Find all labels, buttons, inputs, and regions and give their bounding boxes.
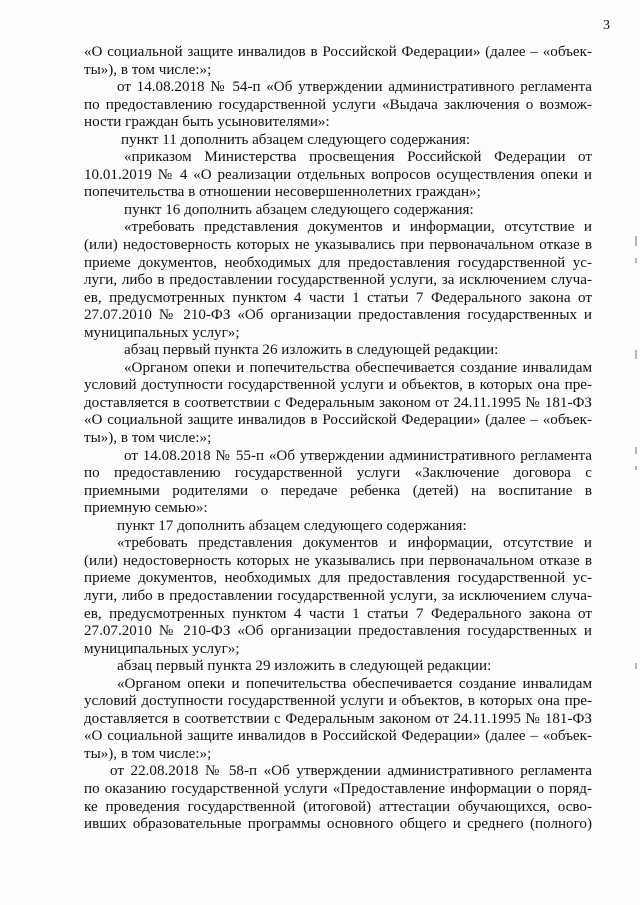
text-line: луги, либо в предоставлении государственной услуги, за исключением случа- (84, 272, 592, 289)
scan-mark (635, 236, 637, 246)
text-line: от 14.08.2018 № 55-п «Об утверждении административного регламента (124, 447, 592, 464)
text-line: «О социальной защите инвалидов в Российской Федерации» (далее – «объек- (84, 44, 592, 60)
text-line: доставляется в соответствии с Федеральным законом от 24.11.1995 № 181-ФЗ (84, 710, 592, 727)
scan-margin-marks (633, 0, 637, 905)
scan-mark (635, 447, 637, 454)
text-line: ности граждан быть усыновителями»: (84, 114, 330, 131)
text-line: по предоставлению государственной услуги «Выдача заключения о возмож- (84, 96, 592, 113)
text-line: ев, предусмотренных пунктом 4 части 1 статьи 7 Федерального закона от (84, 605, 592, 622)
text-line: «О социальной защите инвалидов в Российской Федерации» (далее – «объек- (84, 728, 592, 745)
text-line: приеме документов, необходимых для предоставления государственной ус- (84, 254, 592, 271)
scan-mark (635, 466, 637, 470)
scan-mark (635, 350, 637, 359)
text-line: условий доступности государственной услуги и объектов, в которых она пре- (84, 693, 592, 710)
text-line: «требовать представления документов и информации, отсутствие и (117, 535, 592, 552)
text-line: ивших образовательные программы основного общего и среднего (полного) (84, 816, 592, 833)
scan-mark (635, 663, 637, 669)
text-line: абзац первый пункта 29 изложить в следующей редакции: (117, 658, 492, 675)
text-line: 27.07.2010 № 210-ФЗ «Об организации предоставления государственных и (84, 623, 592, 640)
text-line: муниципальных услуг»; (84, 324, 240, 341)
page-number: 3 (603, 18, 610, 33)
text-line: 27.07.2010 № 210-ФЗ «Об организации предоставления государственных и (84, 307, 592, 324)
text-line: доставляется в соответствии с Федеральным законом от 24.11.1995 № 181-ФЗ (84, 394, 592, 411)
text-line: абзац первый пункта 26 изложить в следующей редакции: (124, 342, 499, 359)
scan-mark (635, 258, 637, 263)
document-body (84, 44, 592, 834)
text-line: попечительства в отношении несовершеннолетних граждан»; (84, 184, 481, 201)
text-line: ев, предусмотренных пунктом 4 части 1 статьи 7 Федерального закона от (84, 289, 592, 306)
text-line: от 22.08.2018 № 58-п «Об утверждении административного регламента (110, 763, 592, 780)
text-line: приеме документов, необходимых для предоставления государственной ус- (84, 570, 592, 587)
text-line: (или) недостоверность которых не указывались при первоначальном отказе в (84, 237, 592, 254)
text-line: муниципальных услуг»; (84, 640, 240, 657)
text-line: ты»), в том числе:»; (84, 430, 212, 447)
text-line: «Органом опеки и попечительства обеспечивается создание инвалидам (117, 675, 592, 692)
text-line: «О социальной защите инвалидов в Российской Федерации» (далее – «объек- (84, 412, 592, 429)
text-line: ты»), в том числе:»; (84, 745, 212, 762)
text-line: луги, либо в предоставлении государственной услуги, за исключением случа- (84, 587, 592, 604)
text-line: (или) недостоверность которых не указывались при первоначальном отказе в (84, 552, 592, 569)
text-line: 10.01.2019 № 4 «О реализации отдельных вопросов осуществления опеки и (84, 166, 592, 183)
text-line: «приказом Министерства просвещения Российской Федерации от (124, 149, 592, 166)
text-line: приемную семью»: (84, 500, 208, 517)
text-line: от 14.08.2018 № 54-п «Об утверждении административного регламента (117, 79, 592, 96)
text-line: приемными родителями о передаче ребенка (детей) на воспитание в (84, 482, 592, 499)
text-line: по предоставлению государственной услуги «Заключение договора с (84, 465, 592, 482)
text-line: пункт 11 дополнить абзацем следующего содержания: (121, 131, 471, 148)
text-line: пункт 17 дополнить абзацем следующего содержания: (117, 517, 467, 534)
text-line: ты»), в том числе:»; (84, 61, 212, 78)
text-line: пункт 16 дополнить абзацем следующего содержания: (124, 201, 474, 218)
text-line: ке проведения государственной (итоговой) аттестации обучающихся, осво- (84, 798, 592, 815)
text-line: условий доступности государственной услуги и объектов, в которых она пре- (84, 377, 592, 394)
text-line: по оказанию государственной услуги «Предоставление информации о поряд- (84, 780, 592, 797)
text-line: «требовать представления документов и информации, отсутствие и (124, 219, 592, 236)
text-line: «Органом опеки и попечительства обеспечивается создание инвалидам (124, 359, 592, 376)
